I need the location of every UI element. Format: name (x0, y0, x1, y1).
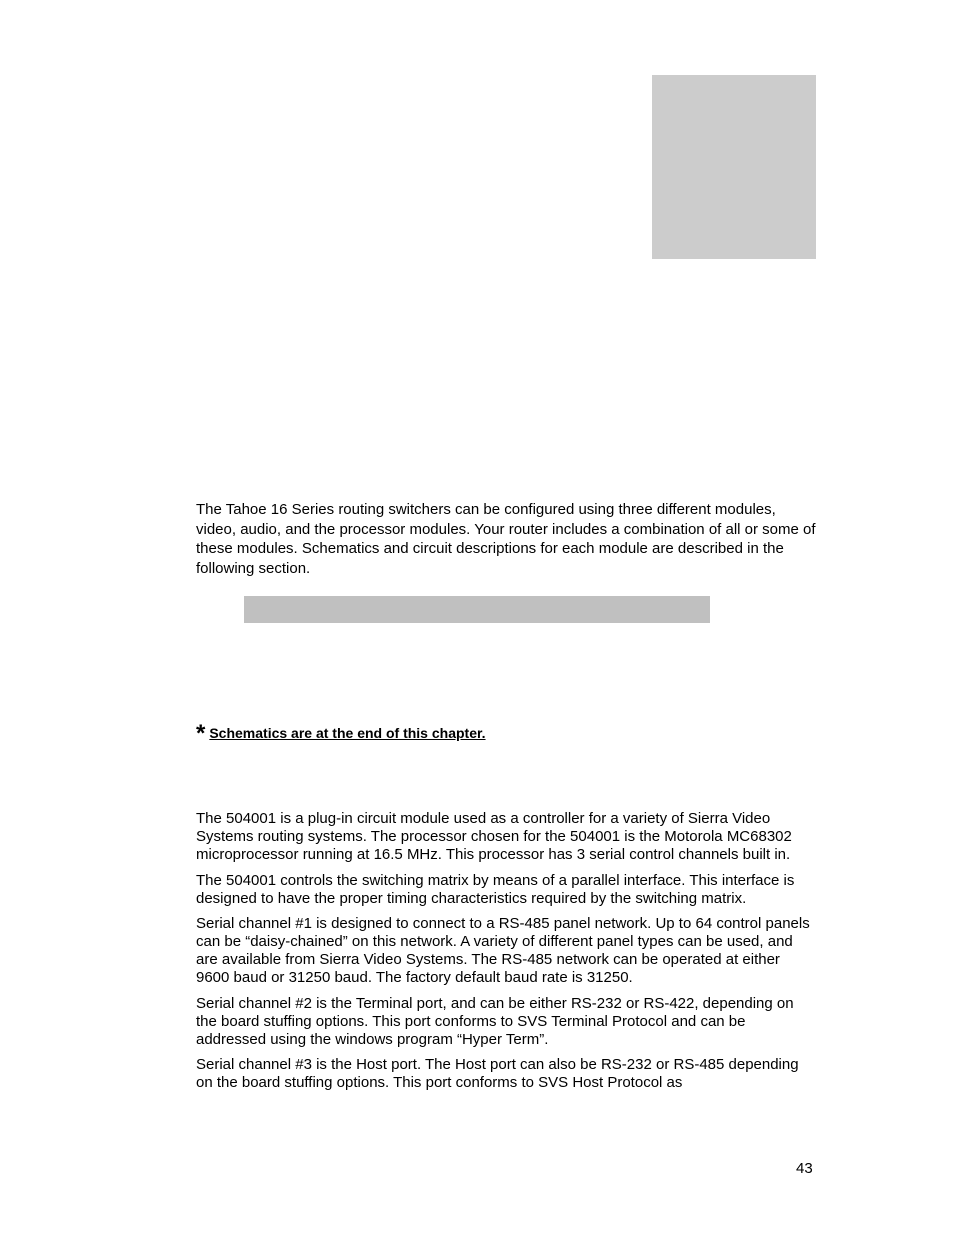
body-paragraph: The 504001 is a plug-in circuit module used as a controller for a variety of Sierra Video Systems routing systems. The processor chosen for the 504001 is the Motorola MC68302 microprocessor running at 16.5 MHz. This processor has 3 serial control channels built in. (196, 810, 792, 863)
page-number: 43 (796, 1160, 813, 1177)
intro-paragraph: The Tahoe 16 Series routing switchers can be configured using three different modules, video, audio, and the processor modules. Your router includes a combination of all or some of these modules. Schematics and circuit descriptions for each module are described in the following section. (196, 501, 816, 577)
schematics-note-text: Schematics are at the end of this chapter. (209, 725, 486, 741)
body-text (196, 810, 816, 1100)
body-paragraph: Serial channel #2 is the Terminal port, and can be either RS-232 or RS-422, depending on the board stuffing options. This port conforms to SVS Terminal Protocol and can be addressed using the windows program “Hyper Term”. (196, 994, 794, 1048)
asterisk-icon: * (196, 720, 206, 747)
body-paragraph: The 504001 controls the switching matrix by means of a parallel interface. This interface is designed to have the proper timing characteristics required by the switching matrix. (196, 871, 795, 907)
section-heading-bar (244, 596, 710, 623)
body-paragraph: Serial channel #1 is designed to connect to a RS-485 panel network. Up to 64 control panels can be “daisy-chained” on this network. A variety of different panel types can be used, and are available from Sierra Video Systems. The RS-485 network can be operated at either 9600 baud or 31250 baud. The factory default baud rate is 31250. (196, 915, 810, 986)
body-paragraph: Serial channel #3 is the Host port. The Host port can also be RS-232 or RS-485 depending on the board stuffing options. This port conforms to SVS Host Protocol as (196, 1056, 799, 1091)
chapter-tab-block (652, 75, 816, 259)
schematics-note (196, 720, 486, 747)
